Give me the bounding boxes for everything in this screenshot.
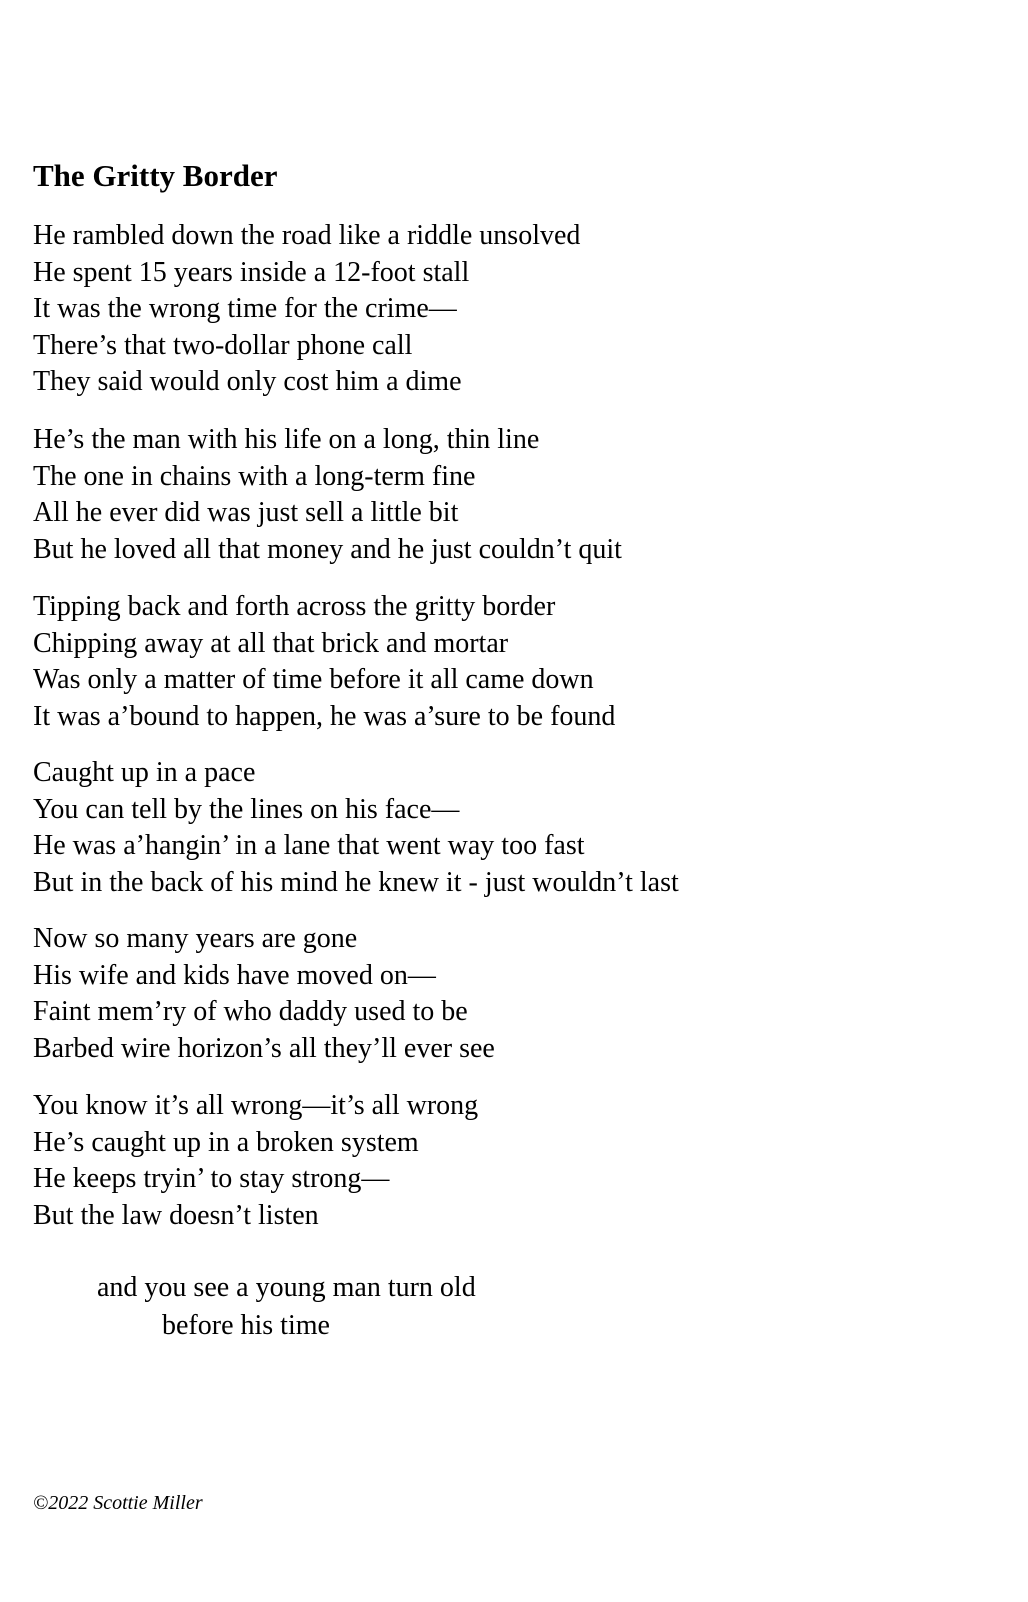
poem-line: He was a’hangin’ in a lane that went way too fast (33, 830, 585, 862)
poem-line: It was the wrong time for the crime— (33, 293, 457, 325)
poem-line: He’s caught up in a broken system (33, 1126, 419, 1158)
poem-line: Chipping away at all that brick and mortar (33, 627, 509, 659)
poem-line: Tipping back and forth across the gritty border (33, 591, 556, 622)
stanza-1 (33, 218, 580, 401)
copyright-notice: ©2022 Scottie Miller (33, 1492, 203, 1514)
poem-line: He spent 15 years inside a 12-foot stall (33, 256, 470, 288)
stanza-3 (33, 589, 615, 735)
poem-line: Barbed wire horizon’s all they’ll ever see (33, 1032, 495, 1064)
poem-line: The one in chains with a long-term fine (33, 460, 476, 492)
poem-line: They said would only cost him a dime (33, 366, 462, 398)
poem-line: It was a’bound to happen, he was a’sure to be found (33, 700, 616, 732)
poem-line: Now so many years are gone (33, 923, 358, 954)
poem-line: You know it’s all wrong—it’s all wrong (33, 1090, 479, 1121)
poem-line: Faint mem’ry of who daddy used to be (33, 996, 468, 1028)
poem-line: But in the back of his mind he knew it - just wouldn’t last (33, 866, 679, 898)
stanza-6 (33, 1088, 478, 1234)
stanza-2 (33, 422, 622, 568)
poem-line: There’s that two-dollar phone call (33, 329, 413, 361)
coda-line: before his time (162, 1310, 330, 1341)
poem-line: You can tell by the lines on his face— (33, 793, 460, 825)
coda-line: and you see a young man turn old (97, 1272, 476, 1303)
poem-line: Was only a matter of time before it all came down (33, 664, 594, 696)
poem-line: He keeps tryin’ to stay strong— (33, 1163, 390, 1195)
poem-line: All he ever did was just sell a little bit (33, 497, 459, 529)
poem-line: He rambled down the road like a riddle unsolved (33, 220, 581, 251)
poem-line: He’s the man with his life on a long, thin line (33, 424, 540, 455)
stanza-4 (33, 755, 679, 901)
stanza-5 (33, 921, 495, 1067)
poem-line: Caught up in a pace (33, 757, 256, 788)
poem-line: But the law doesn’t listen (33, 1199, 319, 1231)
poem-title: The Gritty Border (33, 158, 278, 193)
poem-line: His wife and kids have moved on— (33, 959, 436, 991)
poem-line: But he loved all that money and he just couldn’t quit (33, 533, 622, 565)
